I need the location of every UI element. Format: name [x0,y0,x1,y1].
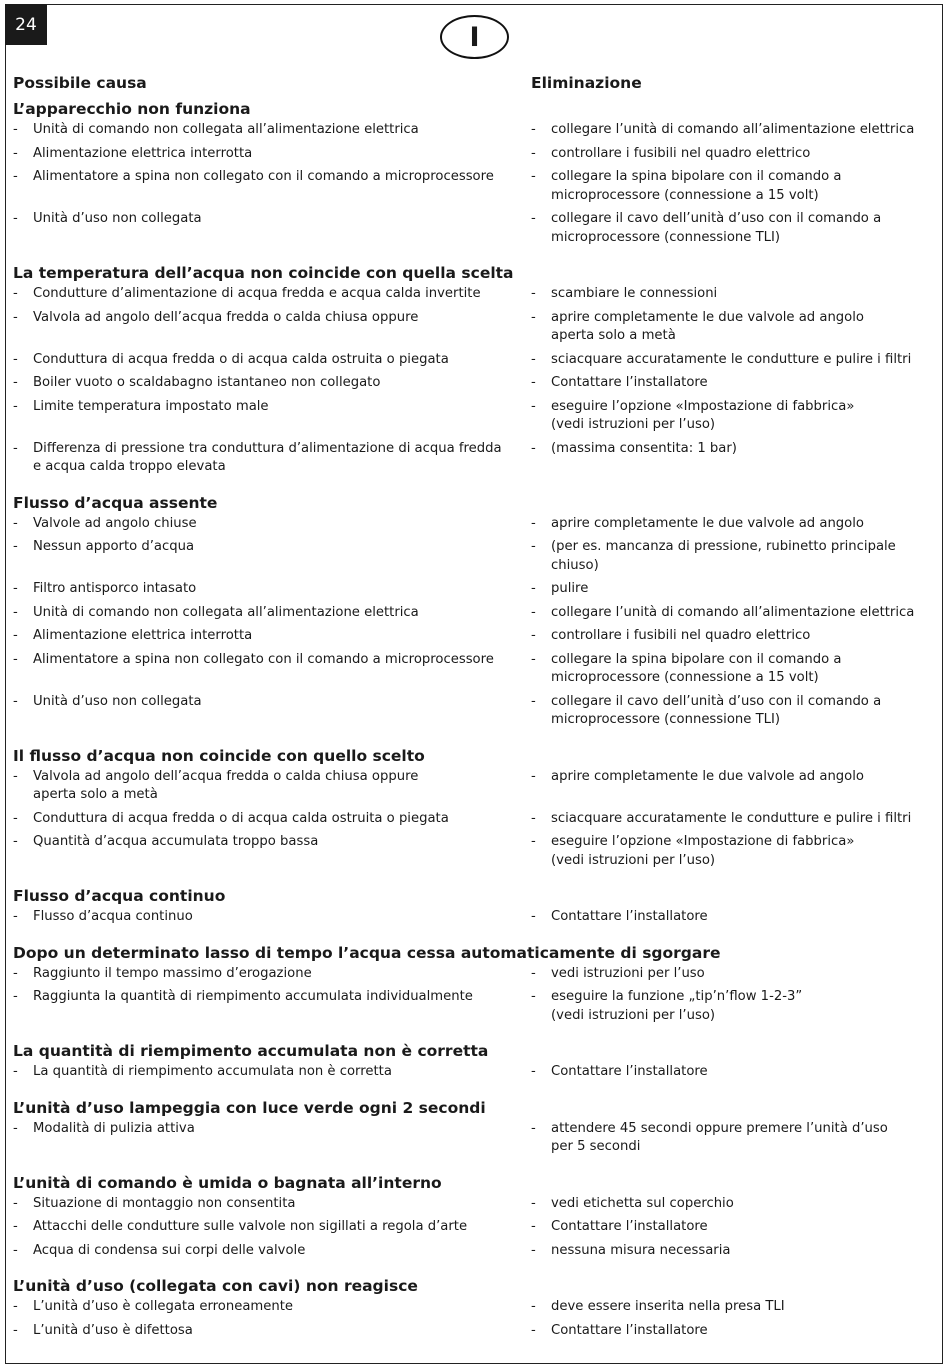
bullet-dash: - [13,515,18,531]
remedy-text: aprire completamente le due valvole ad angolo [551,768,864,784]
cause-text: Conduttura di acqua fredda o di acqua calda ostruita o piegata [33,351,449,367]
remedy-cell [531,651,935,688]
remedy-cell [531,1298,935,1317]
cause-text: Valvola ad angolo dell’acqua fredda o calda chiusa oppure aperta solo a metà [33,768,419,802]
table-row [13,1063,935,1087]
remedy-cell [531,1322,935,1341]
cause-text: Attacchi delle condutture sulle valvole non sigillati a regola d’arte [33,1219,468,1234]
remedy-text: aprire completamente le due valvole ad angolo [551,515,864,531]
cause-text: Modalità di pulizia attiva [33,1120,195,1136]
cause-cell [13,833,531,870]
bullet-dash: - [531,604,536,620]
bullet-dash: - [531,1195,536,1211]
remedy-cell [531,168,935,205]
remedy-text: (per es. mancanza di pressione, rubinetto principale chiuso) [551,539,896,573]
remedy-cell [531,538,935,575]
remedy-cell [531,768,935,805]
bullet-dash: - [13,834,18,849]
bullet-dash: - [13,604,18,620]
remedy-text: Contattare l’installatore [551,1322,708,1338]
table-row [13,374,935,398]
bullet-dash: - [531,398,536,414]
bullet-dash: - [13,309,18,325]
remedy-text: Contattare l’installatore [551,1219,708,1234]
bullet-dash: - [13,810,18,826]
bullet-dash: - [13,909,18,924]
bullet-dash: - [531,1064,536,1079]
table-row [13,440,935,482]
bullet-dash: - [531,965,536,981]
remedy-cell [531,580,935,599]
remedy-cell [531,810,935,829]
troubleshooting-section [13,1040,935,1087]
troubleshooting-section [13,1097,935,1162]
bullet-dash: - [13,1242,18,1258]
cause-text: Unità d’uso non collegata [33,211,202,226]
bullet-dash: - [13,539,18,554]
country-code-badge: I [440,15,509,59]
table-row [13,398,935,440]
remedy-cell [531,908,935,927]
table-row [13,651,935,693]
cause-text: Alimentatore a spina non collegato con il comando a microprocessore [33,651,494,667]
table-row [13,309,935,351]
bullet-dash: - [13,1064,18,1079]
section-title: L’apparecchio non funziona [13,100,251,118]
section-title: La quantità di riempimento accumulata non è corretta [13,1042,489,1060]
cause-text: L’unità d’uso è difettosa [33,1322,193,1338]
bullet-dash: - [13,440,18,456]
bullet-dash: - [13,989,18,1004]
bullet-dash: - [531,1219,536,1234]
cause-cell [13,1218,531,1237]
table-row [13,810,935,834]
bullet-dash: - [13,965,18,981]
remedy-text: eseguire la funzione „tip’n’flow 1-2-3” (vedi istruzioni per l’uso) [551,989,803,1023]
remedy-cell [531,1242,935,1261]
table-row [13,768,935,810]
bullet-dash: - [13,351,18,367]
cause-cell [13,309,531,346]
cause-text: Limite temperatura impostato male [33,398,269,414]
bullet-dash: - [531,122,536,137]
bullet-dash: - [531,1242,536,1258]
cause-cell [13,351,531,370]
cause-cell [13,908,531,927]
troubleshooting-section [13,1275,935,1345]
bullet-dash: - [13,286,18,301]
table-row [13,627,935,651]
remedy-text: collegare l’unità di comando all’alimentazione elettrica [551,604,915,620]
bullet-dash: - [13,693,18,709]
cause-cell [13,1120,531,1157]
remedy-cell [531,604,935,623]
bullet-dash: - [531,145,536,161]
cause-cell [13,1195,531,1214]
cause-text: Unità d’uso non collegata [33,693,202,709]
remedy-cell [531,121,935,140]
table-row [13,693,935,735]
bullet-dash: - [531,909,536,924]
cause-cell [13,1063,531,1082]
remedy-cell [531,285,935,304]
section-title: L’unità di comando è umida o bagnata all’interno [13,1173,442,1192]
remedy-cell [531,1218,935,1237]
bullet-dash: - [531,768,536,784]
remedy-cell [531,145,935,164]
cause-text: Valvola ad angolo dell’acqua fredda o calda chiusa oppure [33,309,419,325]
troubleshooting-section [13,492,935,735]
bullet-dash: - [13,211,18,226]
remedy-cell [531,309,935,346]
remedy-cell [531,833,935,870]
remedy-text: collegare la spina bipolare con il comando a microprocessore (connessione a 15 volt) [551,169,842,203]
cause-cell [13,121,531,140]
table-row [13,1298,935,1322]
cause-cell [13,627,531,646]
cause-cell [13,374,531,393]
remedy-cell [531,988,935,1025]
bullet-dash: - [13,628,18,643]
section-title: L’unità d’uso (collegata con cavi) non reagisce [13,1277,418,1295]
table-row [13,538,935,580]
remedy-text: sciacquare accuratamente le condutture e pulire i filtri [551,810,912,826]
section-title: Flusso d’acqua assente [13,493,218,512]
bullet-dash: - [531,1322,536,1338]
bullet-dash: - [531,1120,536,1136]
remedy-text: controllare i fusibili nel quadro elettrico [551,145,811,161]
cause-text: Alimentazione elettrica interrotta [33,628,253,643]
bullet-dash: - [531,286,536,301]
troubleshooting-section [13,98,935,252]
section-title: Flusso d’acqua continuo [13,887,226,905]
remedy-text: collegare il cavo dell’unità d’uso con il comando a microprocessore (connessione TLI) [551,211,882,245]
cause-text: L’unità d’uso è collegata erroneamente [33,1299,294,1314]
cause-text: Alimentatore a spina non collegato con il comando a microprocessore [33,169,494,184]
cause-cell [13,515,531,534]
table-row [13,1120,935,1162]
bullet-dash: - [531,211,536,226]
remedy-text: aprire completamente le due valvole ad angolo aperta solo a metà [551,309,864,343]
cause-cell [13,398,531,435]
cause-text: Unità di comando non collegata all’alimentazione elettrica [33,122,419,137]
bullet-dash: - [13,1219,18,1234]
bullet-dash: - [531,834,536,849]
cause-text: Raggiunta la quantità di riempimento accumulata individualmente [33,989,473,1004]
bullet-dash: - [531,309,536,325]
remedy-text: deve essere inserita nella presa TLI [551,1299,785,1314]
remedy-cell [531,627,935,646]
bullet-dash: - [531,581,536,596]
cause-cell [13,168,531,205]
cause-text: Nessun apporto d’acqua [33,539,195,554]
bullet-dash: - [531,989,536,1004]
cause-text: Unità di comando non collegata all’alimentazione elettrica [33,604,419,620]
troubleshooting-table [13,98,935,1355]
table-row [13,908,935,932]
troubleshooting-section [13,885,935,932]
bullet-dash: - [531,651,536,667]
table-row [13,965,935,989]
section-title: Il flusso d’acqua non coincide con quello scelto [13,746,425,765]
cause-text: Flusso d’acqua continuo [33,909,193,924]
bullet-dash: - [13,768,18,784]
bullet-dash: - [13,1322,18,1338]
cause-cell [13,1322,531,1341]
table-row [13,604,935,628]
table-row [13,351,935,375]
cause-cell [13,810,531,829]
remedy-cell [531,1063,935,1082]
remedy-cell [531,374,935,393]
remedy-text: collegare l’unità di comando all’alimentazione elettrica [551,122,915,137]
section-title: La temperatura dell’acqua non coincide con quella scelta [13,264,514,282]
remedy-text: nessuna misura necessaria [551,1242,731,1258]
remedy-text: vedi etichetta sul coperchio [551,1195,734,1211]
bullet-dash: - [13,581,18,596]
bullet-dash: - [531,539,536,554]
page-number: 24 [5,4,47,45]
bullet-dash: - [531,169,536,184]
cause-cell [13,580,531,599]
remedy-cell [531,1195,935,1214]
bullet-dash: - [13,1299,18,1314]
cause-cell [13,965,531,984]
table-row [13,515,935,539]
table-row [13,121,935,145]
table-row [13,1218,935,1242]
bullet-dash: - [13,398,18,414]
table-row [13,988,935,1030]
troubleshooting-section [13,1172,935,1266]
table-row [13,145,935,169]
remedy-text: Contattare l’installatore [551,1064,708,1079]
bullet-dash: - [13,145,18,161]
bullet-dash: - [531,375,536,390]
cause-text: La quantità di riempimento accumulata non è corretta [33,1064,392,1079]
table-row [13,580,935,604]
cause-text: Filtro antisporco intasato [33,581,197,596]
table-row [13,210,935,252]
cause-text: Alimentazione elettrica interrotta [33,145,253,161]
bullet-dash: - [13,375,18,390]
bullet-dash: - [531,440,536,456]
cause-text: Valvole ad angolo chiuse [33,515,197,531]
remedy-text: attendere 45 secondi oppure premere l’unità d’uso per 5 secondi [551,1120,888,1154]
bullet-dash: - [13,169,18,184]
bullet-dash: - [531,1299,536,1314]
remedy-text: vedi istruzioni per l’uso [551,965,705,981]
cause-cell [13,538,531,575]
table-row [13,1322,935,1346]
cause-text: Raggiunto il tempo massimo d’erogazione [33,965,312,981]
remedy-cell [531,351,935,370]
bullet-dash: - [531,351,536,367]
remedy-cell [531,1120,935,1157]
cause-text: Quantità d’acqua accumulata troppo bassa [33,834,319,849]
bullet-dash: - [13,122,18,137]
cause-text: Boiler vuoto o scaldabagno istantaneo non collegato [33,375,381,390]
table-row [13,1242,935,1266]
cause-text: Situazione di montaggio non consentita [33,1195,296,1211]
bullet-dash: - [531,693,536,709]
section-title: L’unità d’uso lampeggia con luce verde ogni 2 secondi [13,1098,486,1117]
remedy-cell [531,693,935,730]
remedy-text: pulire [551,581,589,596]
remedy-cell [531,398,935,435]
bullet-dash: - [13,1195,18,1211]
remedy-text: Contattare l’installatore [551,375,708,390]
troubleshooting-section [13,262,935,482]
remedy-text: Contattare l’installatore [551,909,708,924]
bullet-dash: - [531,810,536,826]
remedy-text: eseguire l’opzione «Impostazione di fabbrica» (vedi istruzioni per l’uso) [551,398,855,432]
table-row [13,1195,935,1219]
remedy-text: sciacquare accuratamente le condutture e pulire i filtri [551,351,912,367]
cause-text: Condutture d’alimentazione di acqua fredda e acqua calda invertite [33,286,481,301]
table-row [13,833,935,875]
cause-text: Conduttura di acqua fredda o di acqua calda ostruita o piegata [33,810,449,826]
remedy-text: collegare il cavo dell’unità d’uso con il comando a microprocessore (connessione TLI) [551,693,882,727]
bullet-dash: - [13,1120,18,1136]
troubleshooting-section [13,942,935,1031]
cause-cell [13,210,531,247]
column-header-remedy: Eliminazione [531,74,642,92]
remedy-cell [531,515,935,534]
cause-cell [13,651,531,688]
remedy-cell [531,965,935,984]
bullet-dash: - [531,628,536,643]
remedy-text: (massima consentita: 1 bar) [551,440,737,456]
cause-cell [13,440,531,477]
section-title: Dopo un determinato lasso di tempo l’acqua cessa automaticamente di sgorgare [13,943,721,962]
bullet-dash: - [531,515,536,531]
cause-cell [13,988,531,1025]
remedy-text: collegare la spina bipolare con il comando a microprocessore (connessione a 15 volt) [551,651,842,685]
bullet-dash: - [13,651,18,667]
table-row [13,285,935,309]
cause-text: Acqua di condensa sui corpi delle valvole [33,1242,306,1258]
cause-cell [13,604,531,623]
troubleshooting-section [13,745,935,876]
cause-cell [13,1298,531,1317]
remedy-cell [531,210,935,247]
cause-cell [13,693,531,730]
remedy-text: controllare i fusibili nel quadro elettrico [551,628,811,643]
remedy-text: eseguire l’opzione «Impostazione di fabbrica» (vedi istruzioni per l’uso) [551,834,855,868]
table-row [13,168,935,210]
cause-text: Differenza di pressione tra conduttura d’alimentazione di acqua fredda e acqua calda troppo elevata [33,440,502,474]
cause-cell [13,1242,531,1261]
remedy-text: scambiare le connessioni [551,286,718,301]
cause-cell [13,768,531,805]
cause-cell [13,285,531,304]
column-header-cause: Possibile causa [13,74,147,92]
cause-cell [13,145,531,164]
remedy-cell [531,440,935,477]
